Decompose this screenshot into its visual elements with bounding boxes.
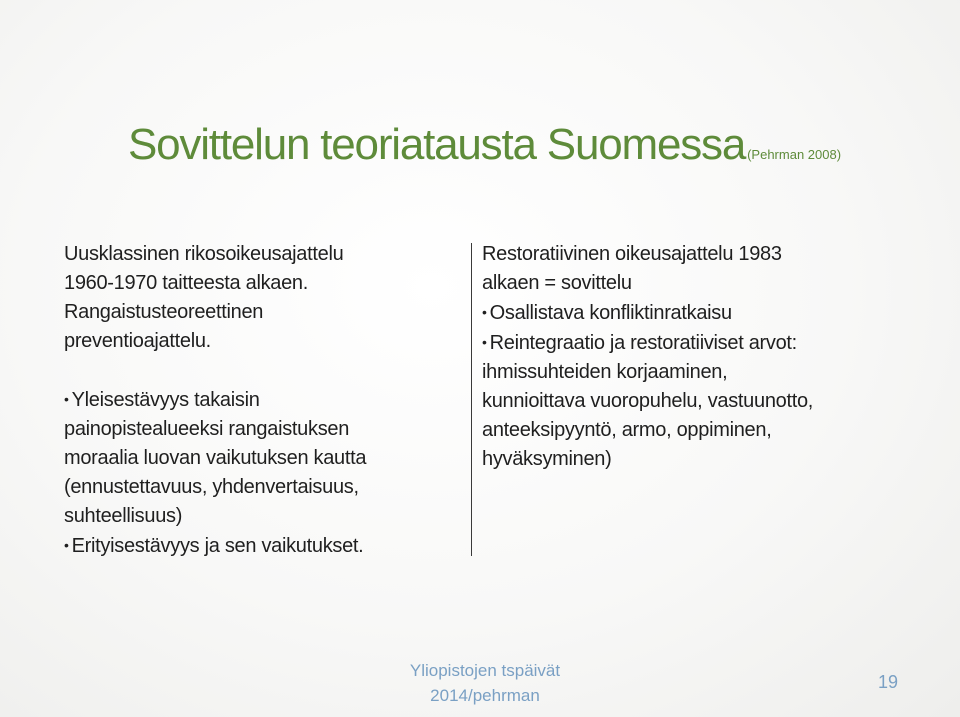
text-line: 1960-1970 taitteesta alkaen. bbox=[64, 272, 309, 294]
left-intro bbox=[64, 240, 464, 356]
text-line: anteeksipyyntö, armo, oppiminen, bbox=[482, 419, 772, 441]
bullet-icon: • bbox=[482, 334, 487, 350]
bullet-icon: • bbox=[64, 391, 69, 407]
text-line: painopistealueeksi rangaistuksen bbox=[64, 418, 350, 440]
footer-line-1: Yliopistojen tspäivät bbox=[409, 661, 561, 680]
title-citation: (Pehrman 2008) bbox=[747, 147, 842, 162]
text-line: Erityisestävyys ja sen vaikutukset. bbox=[71, 535, 364, 557]
bullet-icon: • bbox=[64, 537, 69, 553]
text-line: moraalia luovan vaikutuksen kautta bbox=[64, 447, 367, 469]
slide-title bbox=[128, 120, 841, 170]
page-number: 19 bbox=[878, 672, 899, 692]
text-line: Reintegraatio ja restoratiiviset arvot: bbox=[489, 332, 797, 354]
text-line: (ennustettavuus, yhdenvertaisuus, bbox=[64, 476, 359, 498]
text-line: Osallistava konfliktinratkaisu bbox=[489, 302, 732, 324]
bullet-icon: • bbox=[482, 304, 487, 320]
text-line: suhteellisuus) bbox=[64, 505, 183, 527]
right-bullet-1 bbox=[482, 298, 942, 328]
text-line: alkaen = sovittelu bbox=[482, 272, 632, 294]
text-line: kunnioittava vuoropuhelu, vastuunotto, bbox=[482, 390, 814, 412]
footer-line-2: 2014/pehrman bbox=[430, 686, 540, 705]
text-line: ihmissuhteiden korjaaminen, bbox=[482, 361, 728, 383]
slide-footer bbox=[390, 658, 580, 708]
text-line: Yleisestävyys takaisin bbox=[71, 389, 260, 411]
left-bullet-2 bbox=[64, 531, 464, 561]
text-line: preventioajattelu. bbox=[64, 330, 211, 352]
text-line: hyväksyminen) bbox=[482, 448, 612, 470]
left-bullet-1 bbox=[64, 385, 464, 531]
left-column bbox=[64, 240, 464, 561]
right-intro bbox=[482, 240, 942, 298]
right-bullet-2 bbox=[482, 328, 942, 474]
column-divider bbox=[471, 243, 472, 556]
text-line: Uusklassinen rikosoikeusajattelu bbox=[64, 243, 344, 265]
title-text: Sovittelun teoriatausta Suomessa bbox=[128, 120, 746, 169]
text-line: Restoratiivinen oikeusajattelu 1983 bbox=[482, 243, 782, 265]
right-column bbox=[482, 240, 942, 474]
text-line: Rangaistusteoreettinen bbox=[64, 301, 264, 323]
